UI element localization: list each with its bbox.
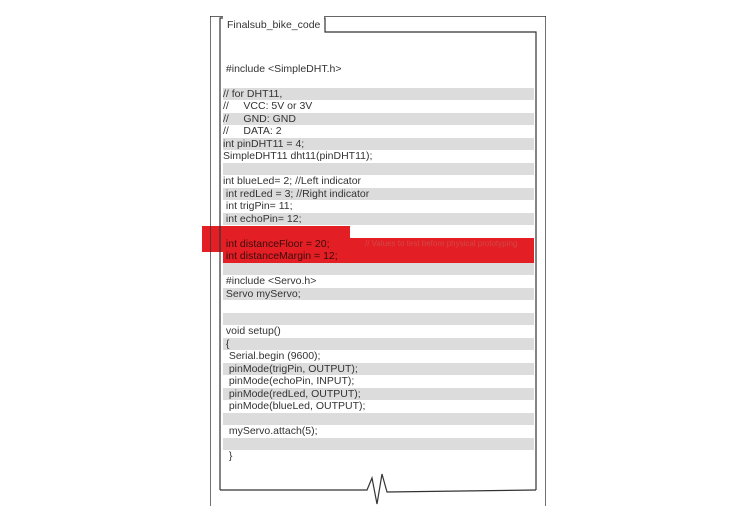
code-line <box>223 325 534 338</box>
code-comment: // Values to test before physical prototyping <box>365 238 518 248</box>
code-line-text: pinMode(redLed, OUTPUT); <box>223 387 361 400</box>
code-line <box>223 238 534 251</box>
code-line <box>223 375 534 388</box>
code-line <box>223 125 534 138</box>
code-line <box>223 350 534 363</box>
code-line <box>223 225 534 238</box>
code-line <box>223 88 534 101</box>
code-editor[interactable] <box>223 50 534 463</box>
code-line-text: #include <Servo.h> <box>223 275 317 287</box>
code-line <box>223 138 534 151</box>
code-line <box>223 63 534 76</box>
code-line <box>223 400 534 413</box>
code-line <box>223 163 534 176</box>
code-line <box>223 263 534 276</box>
code-line <box>223 450 534 463</box>
code-line <box>223 200 534 213</box>
code-line <box>223 438 534 451</box>
code-line-text: #include <SimpleDHT.h> <box>223 62 342 75</box>
code-line-text: pinMode(echoPin, INPUT); <box>223 375 355 387</box>
code-line-text: int redLed = 3; //Right indicator <box>223 187 370 200</box>
code-line <box>223 250 534 263</box>
code-line <box>223 425 534 438</box>
code-line-text: { <box>223 337 230 350</box>
code-line-text: int distanceFloor = 20; <box>223 237 330 250</box>
code-line <box>223 300 534 313</box>
code-line-text: pinMode(blueLed, OUTPUT); <box>223 400 366 412</box>
code-line-text: Servo myServo; <box>223 287 301 300</box>
code-line-text: pinMode(trigPin, OUTPUT); <box>223 362 358 375</box>
code-line <box>223 288 534 301</box>
code-line <box>223 313 534 326</box>
code-line-text: void setup() <box>223 325 281 337</box>
code-line-text: int echoPin= 12; <box>223 212 302 225</box>
code-line <box>223 113 534 126</box>
code-line-text: SimpleDHT11 dht11(pinDHT11); <box>223 150 373 162</box>
code-line-text: int blueLed= 2; //Left indicator <box>223 175 362 187</box>
tab-finalsub-bike-code[interactable]: Finalsub_bike_code <box>223 16 324 34</box>
code-line-text: Serial.begin (9600); <box>223 350 321 362</box>
code-line <box>223 338 534 351</box>
code-line <box>223 413 534 426</box>
torn-edge-icon <box>220 474 536 504</box>
code-line <box>223 100 534 113</box>
code-line <box>223 275 534 288</box>
code-line <box>223 50 534 63</box>
code-line-text: // VCC: 5V or 3V <box>223 100 313 112</box>
code-line <box>223 150 534 163</box>
code-line-text: int trigPin= 11; <box>223 200 293 212</box>
code-line-text: int distanceMargin = 12; <box>223 250 338 262</box>
code-line-text: // for DHT11, <box>223 87 283 100</box>
code-line <box>223 188 534 201</box>
code-window <box>210 16 546 506</box>
code-line <box>223 213 534 226</box>
code-line <box>223 75 534 88</box>
code-line <box>223 175 534 188</box>
code-line-text: int pinDHT11 = 4; <box>223 137 305 150</box>
code-line <box>223 388 534 401</box>
code-line-text: } <box>223 450 233 462</box>
code-line <box>223 363 534 376</box>
code-line-text: // DATA: 2 <box>223 125 282 137</box>
code-line-text: // GND: GND <box>223 112 296 125</box>
code-line-text: myServo.attach(5); <box>223 425 318 437</box>
